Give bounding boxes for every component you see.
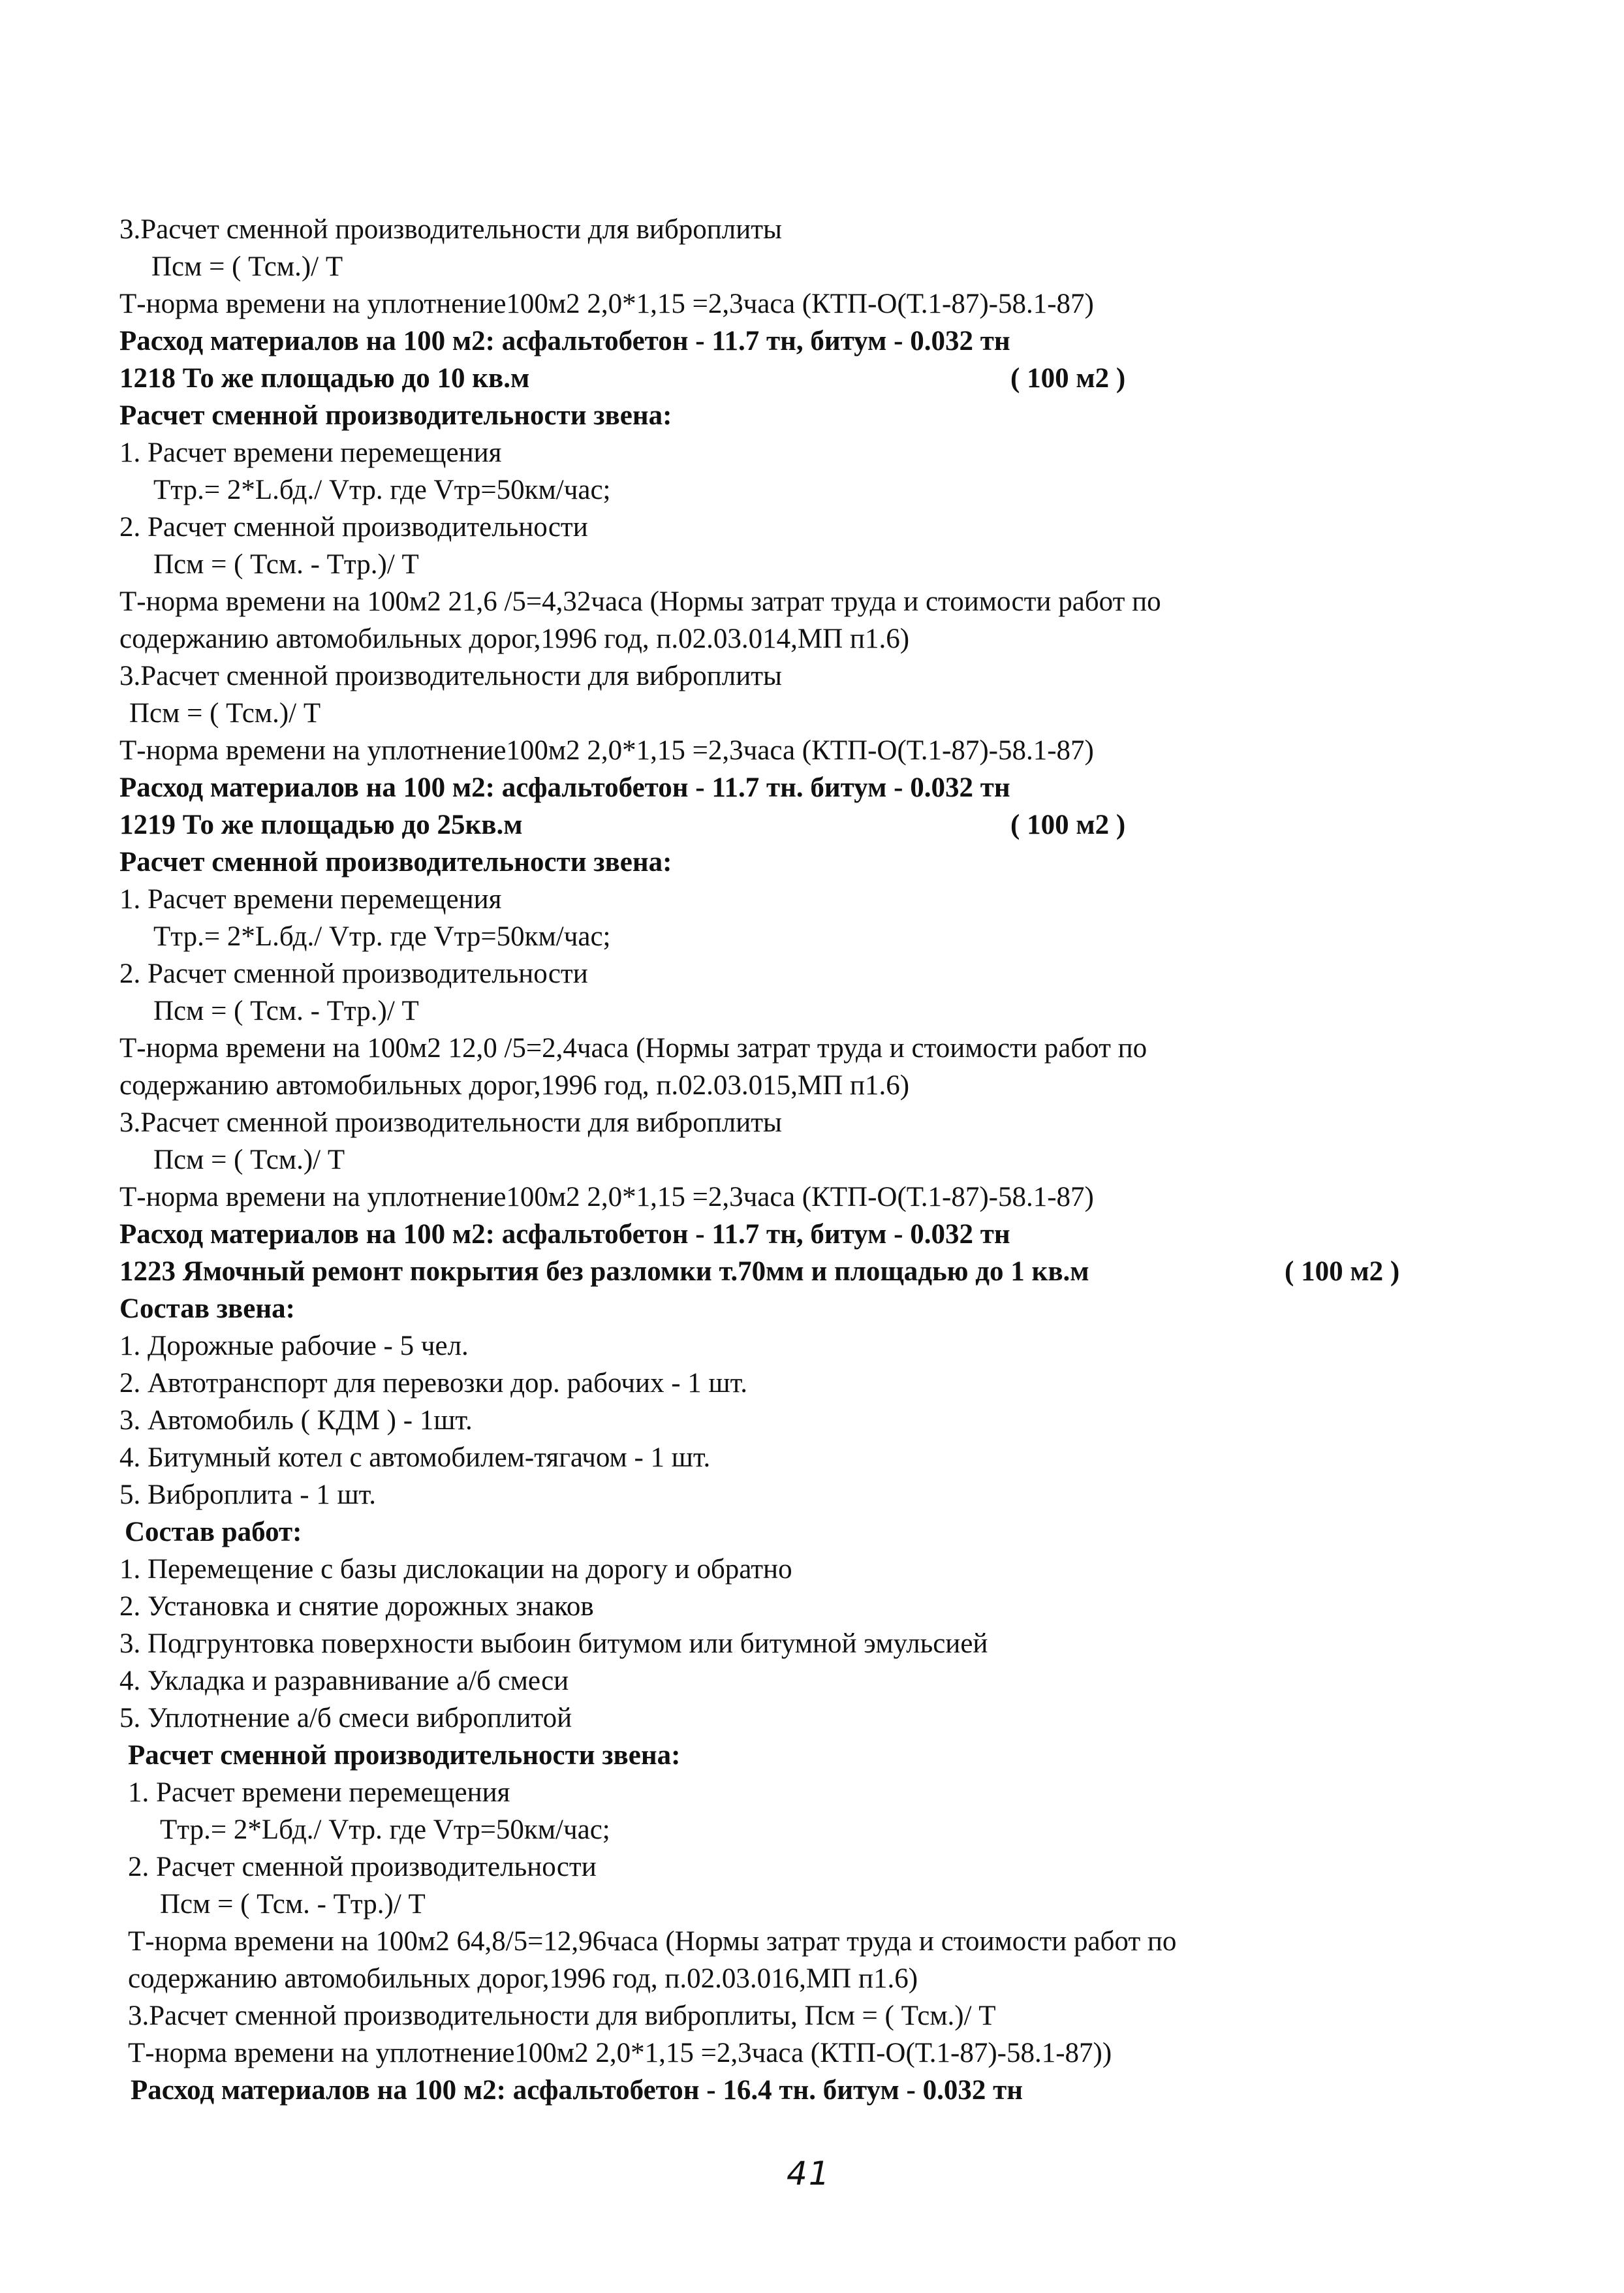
list-item: 2. Установка и снятие дорожных знаков <box>119 1591 594 1622</box>
formula-line: Псм = ( Тсм.)/ Т <box>153 1145 345 1175</box>
formula-line: Ттр.= 2*L.бд./ Vтр. где Vтр=50км/час; <box>153 475 611 505</box>
list-item: 5. Виброплита - 1 шт. <box>119 1479 376 1510</box>
formula-line: Ттр.= 2*Lбд./ Vтр. где Vтр=50км/час; <box>160 1814 610 1845</box>
formula-line: Псм = ( Тсм.)/ Т <box>129 698 321 729</box>
formula-line: Псм = ( Тсм. - Ттр.)/ Т <box>153 996 419 1026</box>
text-line: Т-норма времени на уплотнение100м2 2,0*1,15 =2,3часа (КТП-О(Т.1-87)-58.1-87)) <box>128 2038 1112 2068</box>
list-item: 3. Автомобиль ( КДМ ) - 1шт. <box>119 1405 473 1436</box>
text-line: 3.Расчет сменной производительности для виброплиты <box>119 1107 782 1138</box>
unit-label-1223: ( 100 м2 ) <box>1285 1256 1400 1287</box>
formula-line: Ттр.= 2*L.бд./ Vтр. где Vтр=50км/час; <box>153 921 611 952</box>
text-line: 3.Расчет сменной производительности для виброплиты <box>119 661 782 691</box>
text-line: 1. Расчет времени перемещения <box>128 1777 510 1808</box>
list-item: 2. Автотранспорт для перевозки дор. рабочих - 1 шт. <box>119 1368 747 1399</box>
list-item: 1. Перемещение с базы дислокации на дорогу и обратно <box>119 1554 792 1585</box>
text-line: содержанию автомобильных дорог,1996 год, п.02.03.015,МП п1.6) <box>119 1070 910 1101</box>
text-line: 1. Расчет времени перемещения <box>119 437 502 468</box>
text-line: содержанию автомобильных дорог,1996 год, п.02.03.016,МП п1.6) <box>128 1963 918 1994</box>
subheading: Состав звена: <box>119 1293 295 1324</box>
text-line: 2. Расчет сменной производительности <box>128 1852 597 1882</box>
unit-label-1219: ( 100 м2 ) <box>1010 810 1126 840</box>
text-line: 2. Расчет сменной производительности <box>119 512 588 543</box>
text-line: Т-норма времени на уплотнение100м2 2,0*1,15 =2,3часа (КТП-О(Т.1-87)-58.1-87) <box>119 1182 1094 1212</box>
materials-line: Расход материалов на 100 м2: асфальтобетон - 11.7 тн. битум - 0.032 тн <box>119 772 1010 803</box>
section-heading-1223: 1223 Ямочный ремонт покрытия без разломки т.70мм и площадью до 1 кв.м <box>119 1256 1089 1287</box>
materials-line: Расход материалов на 100 м2: асфальтобетон - 11.7 тн, битум - 0.032 тн <box>119 326 1010 356</box>
text-line: 3.Расчет сменной производительности для виброплиты, Псм = ( Тсм.)/ Т <box>128 2000 996 2031</box>
section-heading-1218: 1218 То же площадью до 10 кв.м <box>119 363 530 394</box>
text-line: содержанию автомобильных дорог,1996 год, п.02.03.014,МП п1.6) <box>119 624 910 654</box>
list-item: 3. Подгрунтовка поверхности выбоин битумом или битумной эмульсией <box>119 1628 988 1659</box>
list-item: 1. Дорожные рабочие - 5 чел. <box>119 1331 469 1361</box>
text-line: Т-норма времени на 100м2 21,6 /5=4,32часа (Нормы затрат труда и стоимости работ по <box>119 586 1161 617</box>
list-item: 4. Битумный котел с автомобилем-тягачом - 1 шт. <box>119 1442 711 1473</box>
page-number: 41 <box>787 2155 831 2192</box>
text-line: 1. Расчет времени перемещения <box>119 884 502 915</box>
text-line: Т-норма времени на 100м2 12,0 /5=2,4часа (Нормы затрат труда и стоимости работ по <box>119 1033 1148 1064</box>
subheading: Расчет сменной производительности звена: <box>119 847 672 878</box>
text-line: 3.Расчет сменной производительности для виброплиты <box>119 214 782 245</box>
subheading: Расчет сменной производительности звена: <box>119 400 672 431</box>
text-line: Т-норма времени на 100м2 64,8/5=12,96часа (Нормы затрат труда и стоимости работ по <box>128 1926 1177 1957</box>
list-item: 5. Уплотнение а/б смеси виброплитой <box>119 1703 572 1733</box>
section-heading-1219: 1219 То же площадью до 25кв.м <box>119 810 523 840</box>
text-line: Т-норма времени на уплотнение100м2 2,0*1,15 =2,3часа (КТП-О(Т.1-87)-58.1-87) <box>119 289 1094 319</box>
materials-line: Расход материалов на 100 м2: асфальтобетон - 11.7 тн, битум - 0.032 тн <box>119 1219 1010 1250</box>
subheading: Состав работ: <box>125 1517 302 1547</box>
materials-line: Расход материалов на 100 м2: асфальтобетон - 16.4 тн. битум - 0.032 тн <box>131 2075 1023 2106</box>
text-line: Т-норма времени на уплотнение100м2 2,0*1,15 =2,3часа (КТП-О(Т.1-87)-58.1-87) <box>119 735 1094 766</box>
list-item: 4. Укладка и разравнивание а/б смеси <box>119 1666 569 1696</box>
subheading: Расчет сменной производительности звена: <box>128 1740 681 1771</box>
text-line: 2. Расчет сменной производительности <box>119 958 588 989</box>
unit-label-1218: ( 100 м2 ) <box>1010 363 1126 394</box>
formula-line: Псм = ( Тсм. - Ттр.)/ Т <box>160 1889 426 1920</box>
formula-line: Псм = ( Тсм. - Ттр.)/ Т <box>153 549 419 580</box>
formula-line: Псм = ( Тсм.)/ Т <box>151 251 343 282</box>
